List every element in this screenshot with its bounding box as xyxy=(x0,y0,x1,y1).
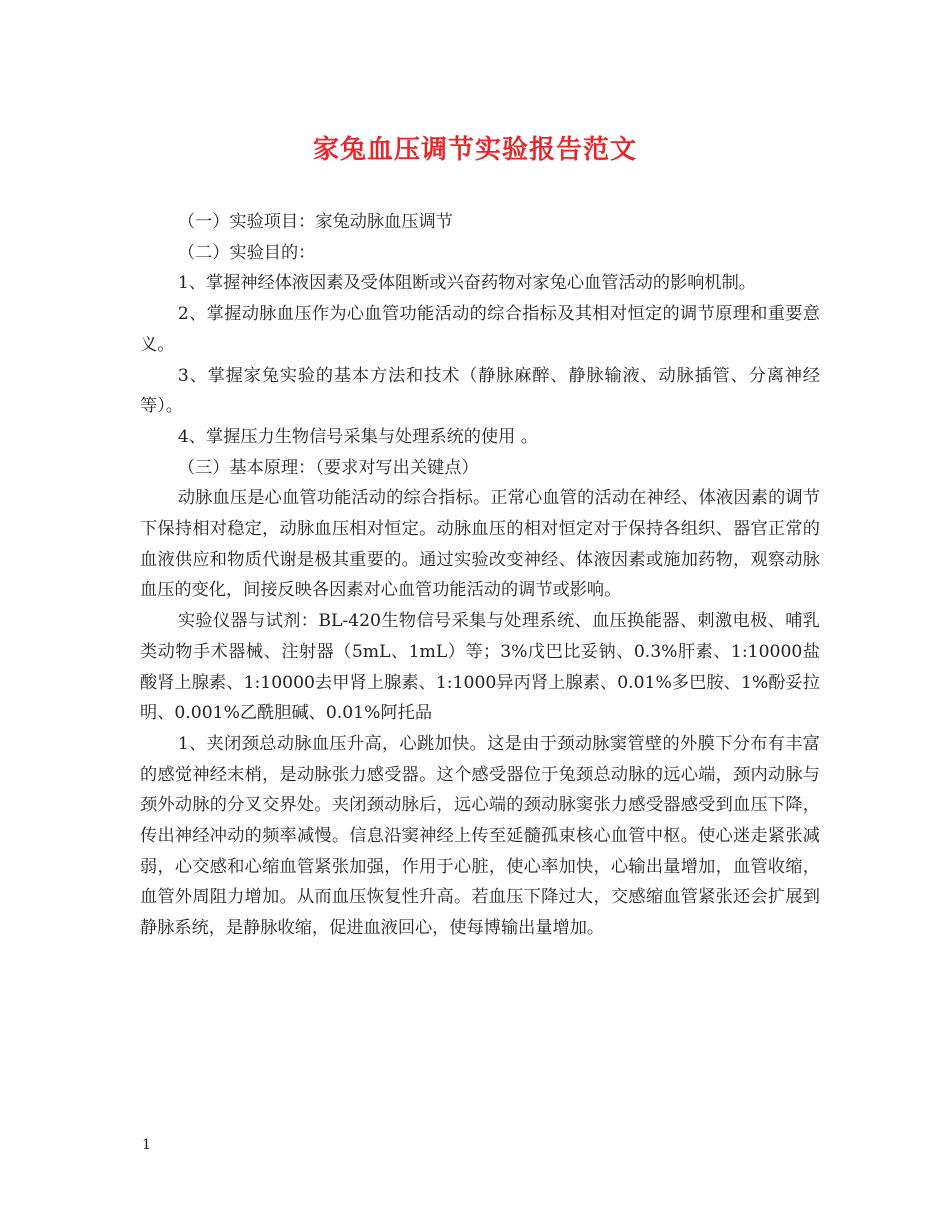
paragraph-purpose-3: 3、掌握家兔实验的基本方法和技术（静脉麻醉、静脉输液、动脉插管、分离神经等）。 xyxy=(140,365,820,417)
page-number: 1 xyxy=(142,1137,151,1153)
paragraph-result-1: 1、夹闭颈总动脉血压升高，心跳加快。这是由于颈动脉窦管壁的外膜下分布有丰富的感觉神经末梢，是动脉张力感受器。这个感受器位于兔颈总动脉的远心端，颈内动脉与颈外动脉的分叉交界处。夹闭颈动脉后，远心端的颈动脉窦张力感受器感受到血压下降，传出神经冲动的频率减慢。信息沿窦神经上传至延髓孤束核心血管中枢。使心迷走紧张减弱，心交感和心缩血管紧张加强，作用于心脏，使心率加快，心输出量增加，血管收缩，血管外周阻力增加。从而血压恢复性升高。若血压下降过大，交感缩血管紧张还会扩展到静脉系统，是静脉收缩，促进血液回心，使每博输出量增加。 xyxy=(140,733,820,939)
document-body xyxy=(140,207,820,944)
paragraph-instruments-reagents: 实验仪器与试剂：BL-420生物信号采集与处理系统、血压换能器、刺激电极、哺乳类动物手术器械、注射器（5mL、1mL）等；3%戊巴比妥钠、0.3%肝素、1:10000盐酸肾上腺素、1:10000去甲肾上腺素、1:1000异丙肾上腺素、0.01%多巴胺、1%酚妥拉明、0.001%乙酰胆碱、0.01%阿托品 xyxy=(140,611,820,724)
paragraph-purpose-2: 2、掌握动脉血压作为心血管功能活动的综合指标及其相对恒定的调节原理和重要意义。 xyxy=(140,304,820,355)
paragraph-principle-body: 动脉血压是心血管功能活动的综合指标。正常心血管的活动在神经、体液因素的调节下保持相对稳定，动脉血压相对恒定。动脉血压的相对恒定对于保持各组织、器官正常的血液供应和物质代谢是极其重要的。通过实验改变神经、体液因素或施加药物，观察动脉血压的变化，间接反映各因素对心血管功能活动的调节或影响。 xyxy=(140,488,820,601)
document-title: 家兔血压调节实验报告范文 xyxy=(312,135,637,165)
paragraph-experiment-item: （一）实验项目：家兔动脉血压调节 xyxy=(177,212,453,232)
paragraph-purpose-1: 1、掌握神经体液因素及受体阻断或兴奋药物对家兔心血管活动的影响机制。 xyxy=(177,273,756,294)
paragraph-purpose-heading: （二）实验目的： xyxy=(177,242,316,263)
paragraph-purpose-4: 4、掌握压力生物信号采集与处理系统的使用 。 xyxy=(177,426,538,447)
paragraph-principle-heading: （三）基本原理：（要求对写出关键点） xyxy=(177,457,479,478)
